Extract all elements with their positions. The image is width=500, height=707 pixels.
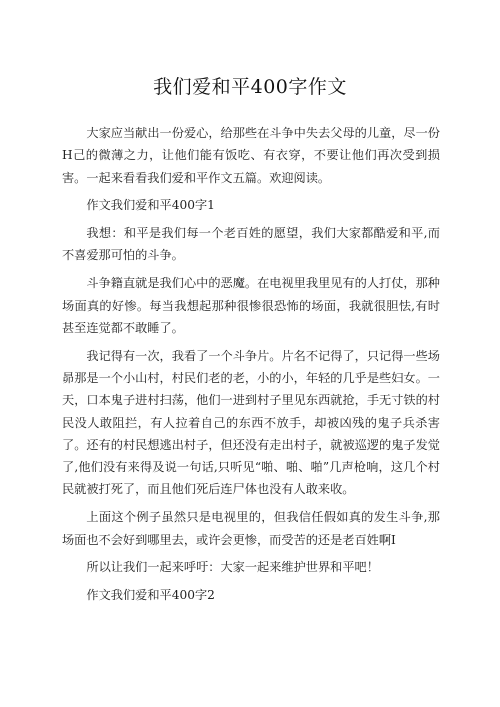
body-paragraph: 我记得有一次，我看了一个斗争片。片名不记得了，只记得一些场昴那是一个小山村，村民们老的老，小的小，年轻的几乎是些妇女。一天，口本鬼子进村扫荡，他们一进到村子里见东西就抢，手无寸铁的村民没人敢阻拦，有人拉着自己的东西不放手，却被凶残的鬼子兵杀害了。还有的村民想逃出村子，但还没有走出村子，就被巡逻的鬼子发觉了,他们没有来得及说一句话,只听见“啪、啪、啪”几声枪响，这几个村民就被打死了，而且他们死后连尸体也没有人敢来收。	[62, 348, 440, 497]
body-paragraph: 斗争籍直就是我们心中的恶魔。在电视里我里见有的人打仗，那种场面真的好惨。每当我想起那种很惨很恐怖的场面，我就很胆怯,有时甚至连觉都不敢睡了。	[62, 276, 440, 335]
document-body	[62, 122, 440, 612]
body-paragraph: 我想：和平是我们每一个老百姓的愿望，我们大家都酷爱和平,而不喜爱那可怕的斗争。	[62, 226, 440, 263]
body-paragraph: 上面这个例子虽然只是电视里的，但我信任假如真的发生斗争,那场面也不会好到哪里去，或许会更惨，而受苦的还是老百姓啊I	[62, 510, 440, 547]
document-title: 我们爱和平400字作文	[153, 76, 347, 98]
section-heading-1: 作文我们爱和平400字1	[86, 198, 215, 213]
section-heading-2: 作文我们爱和平400字2	[86, 588, 215, 603]
body-paragraph: 所以让我们一起来呼吁：大家一起来维护世界和平吧！	[86, 560, 379, 575]
intro-paragraph: 大家应当献出一份爱心，给那些在斗争中失去父母的儿童，尽一份H己的微薄之力，让他们能有饭吃、有衣穿，不要让他们再次受到损害。一起来看看我们爱和平作文五篇。欢迎阅读。	[62, 126, 440, 185]
